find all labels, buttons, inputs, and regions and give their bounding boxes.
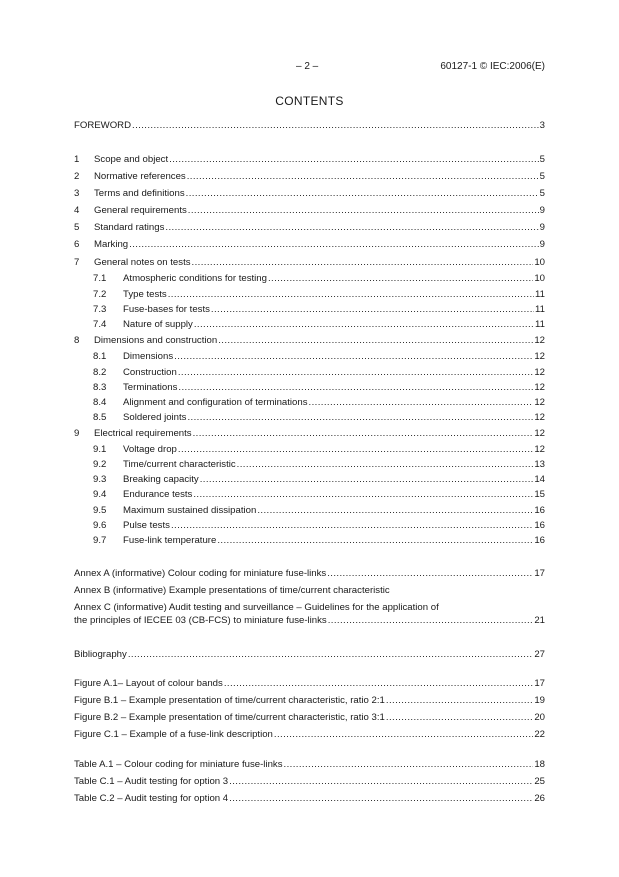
dot-leader [229, 792, 533, 805]
toc-label: Table A.1 – Colour coding for miniature fuse-links [74, 759, 283, 770]
toc-page: 9 [539, 222, 545, 233]
toc-label: Type tests [123, 289, 167, 300]
toc-label: Soldered joints [123, 412, 187, 423]
toc-label: the principles of IECEE 03 (CB-FCS) to miniature fuse-links [74, 615, 327, 626]
toc-label: Figure C.1 – Example of a fuse-link description [74, 729, 273, 740]
toc-entry-clause-9-7[interactable] [74, 534, 545, 547]
toc-page: 21 [534, 615, 545, 626]
toc-number: 8.5 [93, 412, 107, 423]
toc-entry-annex-c[interactable] [74, 614, 545, 627]
dot-leader [193, 488, 533, 501]
toc-label: Alignment and configuration of terminations [123, 397, 308, 408]
toc-label: General notes on tests [94, 257, 191, 268]
toc-entry-figure-b1[interactable] [74, 694, 545, 707]
toc-label: Terms and definitions [94, 188, 185, 199]
toc-label: Bibliography [74, 649, 127, 660]
toc-label: Dimensions and construction [94, 335, 218, 346]
toc-entry-clause-1[interactable] [74, 153, 545, 166]
dot-leader [174, 350, 533, 363]
dot-leader [237, 458, 534, 471]
dot-leader [218, 334, 533, 347]
toc-entry-bibliography[interactable] [74, 648, 545, 661]
dot-leader [186, 187, 539, 200]
toc-entry-table-c1[interactable] [74, 775, 545, 788]
toc-page: 5 [539, 154, 545, 165]
toc-page: 26 [534, 793, 545, 804]
dot-leader [169, 153, 539, 166]
toc-page: 17 [534, 678, 545, 689]
dot-leader [268, 272, 533, 285]
toc-entry-clause-9-4[interactable] [74, 488, 545, 501]
toc-entry-clause-8-5[interactable] [74, 411, 545, 424]
toc-page: 22 [534, 729, 545, 740]
dot-leader [327, 567, 533, 580]
toc-page: 10 [534, 257, 545, 268]
toc-number: 9.7 [93, 535, 107, 546]
toc-entry-figure-b2[interactable] [74, 711, 545, 724]
dot-leader [229, 775, 533, 788]
toc-entry-clause-8-3[interactable] [74, 381, 545, 394]
toc-page: 16 [534, 505, 545, 516]
dot-leader [187, 170, 539, 183]
toc-page: 25 [534, 776, 545, 787]
toc-label: Table C.1 – Audit testing for option 3 [74, 776, 229, 787]
toc-entry-clause-9-1[interactable] [74, 443, 545, 456]
toc-label: Figure A.1– Layout of colour bands [74, 678, 223, 689]
toc-number: 9.2 [93, 459, 107, 470]
toc-number: 9 [74, 428, 80, 439]
toc-entry-annex-c-line1[interactable]: Annex C (informative) Audit testing and surveillance – Guidelines for the application of [74, 602, 439, 613]
toc-label: Table C.2 – Audit testing for option 4 [74, 793, 229, 804]
toc-entry-clause-7-2[interactable] [74, 288, 545, 301]
toc-page: 27 [534, 649, 545, 660]
toc-label: Nature of supply [123, 319, 193, 330]
toc-number: 9.5 [93, 505, 107, 516]
toc-page: 12 [534, 397, 545, 408]
toc-label: Maximum sustained dissipation [123, 505, 257, 516]
toc-entry-clause-4[interactable] [74, 204, 545, 217]
toc-page: 19 [534, 695, 545, 706]
toc-entry-clause-9-3[interactable] [74, 473, 545, 486]
dot-leader [328, 614, 534, 627]
toc-label: Scope and object [94, 154, 169, 165]
toc-entry-clause-7-1[interactable] [74, 272, 545, 285]
toc-page: 12 [534, 428, 545, 439]
toc-number: 9.6 [93, 520, 107, 531]
toc-number: 8.1 [93, 351, 107, 362]
dot-leader [165, 221, 538, 234]
toc-page: 12 [534, 444, 545, 455]
dot-leader [187, 411, 533, 424]
dot-leader [188, 204, 539, 217]
dot-leader [386, 711, 533, 724]
toc-entry-annex-a[interactable] [74, 567, 545, 580]
toc-entry-clause-7-3[interactable] [74, 303, 545, 316]
toc-number: 7.2 [93, 289, 107, 300]
dot-leader [309, 396, 534, 409]
toc-page: 20 [534, 712, 545, 723]
toc-entry-table-c2[interactable] [74, 792, 545, 805]
toc-page: 5 [539, 171, 545, 182]
dot-leader [224, 677, 534, 690]
dot-leader [211, 303, 534, 316]
toc-page: 10 [534, 273, 545, 284]
toc-number: 7 [74, 257, 80, 268]
toc-label: Endurance tests [123, 489, 193, 500]
toc-entry-clause-8-1[interactable] [74, 350, 545, 363]
toc-entry-clause-3[interactable] [74, 187, 545, 200]
toc-page: 13 [534, 459, 545, 470]
toc-label: Normative references [94, 171, 186, 182]
toc-page: 12 [534, 335, 545, 346]
toc-number: 7.1 [93, 273, 107, 284]
toc-label: Breaking capacity [123, 474, 199, 485]
standard-reference: 60127-1 © IEC:2006(E) [440, 61, 545, 72]
toc-page: 3 [539, 120, 545, 131]
dot-leader [274, 728, 533, 741]
toc-number: 8 [74, 335, 80, 346]
dot-leader [128, 648, 534, 661]
toc-page: 11 [535, 319, 545, 330]
toc-number: 2 [74, 171, 80, 182]
toc-entry-foreword[interactable] [74, 119, 545, 132]
toc-entry-figure-a1[interactable] [74, 677, 545, 690]
toc-entry-clause-9-6[interactable] [74, 519, 545, 532]
dot-leader [217, 534, 533, 547]
dot-leader [200, 473, 534, 486]
toc-entry-clause-7-4[interactable] [74, 318, 545, 331]
toc-label: Electrical requirements [94, 428, 192, 439]
toc-page: 9 [539, 239, 545, 250]
toc-page: 12 [534, 351, 545, 362]
toc-label: Fuse-bases for tests [123, 304, 210, 315]
toc-page: 11 [535, 304, 545, 315]
toc-entry-clause-8[interactable] [74, 334, 545, 347]
dot-leader [257, 504, 533, 517]
dot-leader [194, 318, 534, 331]
toc-entry-figure-c1[interactable] [74, 728, 545, 741]
page-number: – 2 – [296, 61, 319, 72]
toc-page: 18 [534, 759, 545, 770]
toc-entry-table-a1[interactable] [74, 758, 545, 771]
toc-page: 16 [534, 535, 545, 546]
toc-page: 12 [534, 382, 545, 393]
toc-label: Marking [94, 239, 129, 250]
toc-label: Standard ratings [94, 222, 165, 233]
toc-label: Time/current characteristic [123, 459, 236, 470]
toc-label: General requirements [94, 205, 187, 216]
dot-leader [178, 443, 533, 456]
toc-entry-clause-6[interactable] [74, 238, 545, 251]
toc-number: 9.4 [93, 489, 107, 500]
toc-page: 12 [534, 412, 545, 423]
toc-entry-clause-8-2[interactable] [74, 366, 545, 379]
toc-entry-annex-b[interactable]: Annex B (informative) Example presentations of time/current characteristic [74, 585, 390, 596]
toc-label: Figure B.2 – Example presentation of time/current characteristic, ratio 3:1 [74, 712, 385, 723]
toc-page: 17 [534, 568, 545, 579]
toc-entry-clause-9-5[interactable] [74, 504, 545, 517]
dot-leader [178, 381, 533, 394]
toc-entry-clause-2[interactable] [74, 170, 545, 183]
toc-page: 16 [534, 520, 545, 531]
toc-label: Terminations [123, 382, 178, 393]
toc-label: FOREWORD [74, 120, 132, 131]
toc-number: 6 [74, 239, 80, 250]
toc-page: 14 [534, 474, 545, 485]
toc-page: 5 [539, 188, 545, 199]
toc-number: 9.1 [93, 444, 107, 455]
toc-entry-clause-8-4[interactable] [74, 396, 545, 409]
toc-label: Fuse-link temperature [123, 535, 217, 546]
dot-leader [193, 427, 534, 440]
page-title: CONTENTS [275, 94, 344, 108]
dot-leader [386, 694, 533, 707]
toc-label: Construction [123, 367, 177, 378]
toc-number: 4 [74, 205, 80, 216]
toc-number: 7.4 [93, 319, 107, 330]
toc-number: 1 [74, 154, 80, 165]
toc-label: Pulse tests [123, 520, 170, 531]
toc-label: Dimensions [123, 351, 174, 362]
dot-leader [192, 256, 534, 269]
dot-leader [171, 519, 533, 532]
toc-number: 7.3 [93, 304, 107, 315]
dot-leader [284, 758, 534, 771]
toc-page: 12 [534, 367, 545, 378]
toc-label: Atmospheric conditions for testing [123, 273, 267, 284]
toc-number: 9.3 [93, 474, 107, 485]
dot-leader [129, 238, 539, 251]
toc-number: 5 [74, 222, 80, 233]
toc-number: 8.4 [93, 397, 107, 408]
toc-number: 8.3 [93, 382, 107, 393]
toc-entry-clause-9[interactable] [74, 427, 545, 440]
toc-label: Figure B.1 – Example presentation of time/current characteristic, ratio 2:1 [74, 695, 385, 706]
toc-page: 9 [539, 205, 545, 216]
dot-leader [132, 119, 539, 132]
toc-number: 3 [74, 188, 80, 199]
toc-entry-clause-5[interactable] [74, 221, 545, 234]
toc-label: Annex A (informative) Colour coding for miniature fuse-links [74, 568, 327, 579]
toc-label: Voltage drop [123, 444, 177, 455]
dot-leader [178, 366, 533, 379]
toc-entry-clause-7[interactable] [74, 256, 545, 269]
toc-number: 8.2 [93, 367, 107, 378]
dot-leader [168, 288, 534, 301]
toc-page: 15 [534, 489, 545, 500]
toc-entry-clause-9-2[interactable] [74, 458, 545, 471]
toc-page: 11 [535, 289, 545, 300]
